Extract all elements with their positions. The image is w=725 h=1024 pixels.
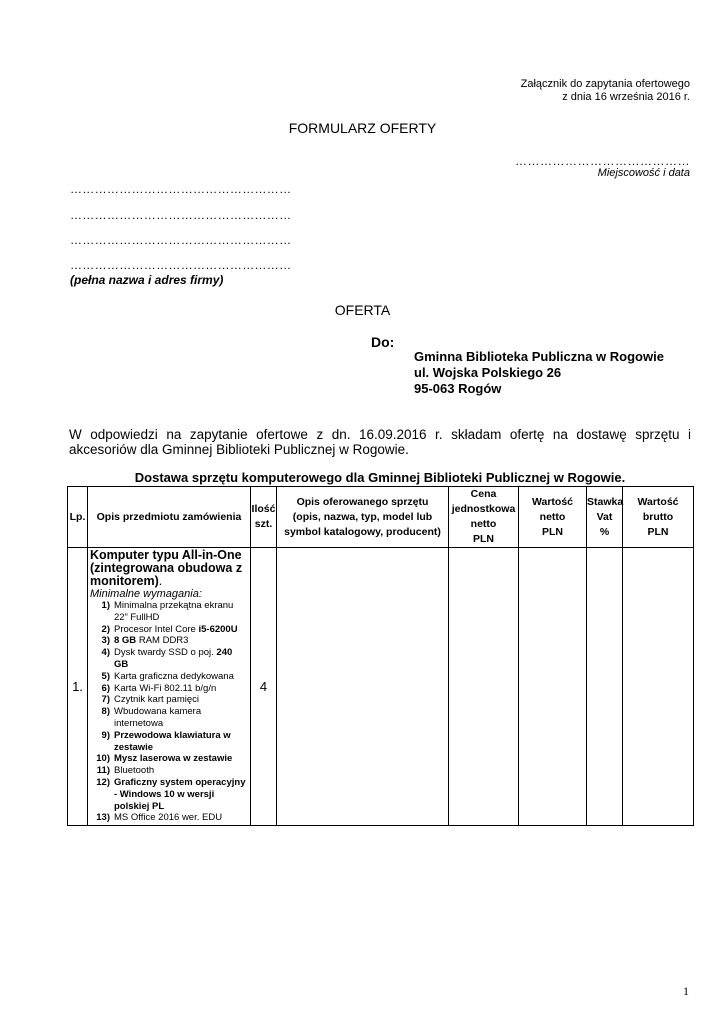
row-unit-price-cell[interactable] [449,548,519,826]
offer-heading: OFERTA [334,302,391,318]
intro-line-2: akcesoriów dla Gminnej Biblioteki Publicznej w Rogowie. [69,442,409,457]
table-row [68,548,694,826]
row-quantity: 4 [251,548,277,826]
list-item: 1) Minimalna przekątna ekranu 22” FullHD [101,600,234,623]
header-vat-rate: Stawka Vat % [587,487,623,548]
row-vat-rate-cell[interactable] [587,548,623,826]
requirements-label: Minimalne wymagania: [90,588,202,600]
recipient-street: ul. Wojska Polskiego 26 [414,365,562,380]
list-item: 8) Wbudowana kamera internetowa [101,706,202,729]
firm-label: (pełna nazwa i adres firmy) [70,273,224,287]
place-date-label: Miejscowość i data [597,167,690,179]
header-quantity: Ilość szt. [251,487,277,548]
recipient-to-label: Do: [371,334,395,350]
attachment-line-2: z dnia 16 września 2016 r. [562,91,690,103]
recipient-city: 95-063 Rogów [414,381,502,396]
attachment-line-1: Załącznik do zapytania ofertowego [520,78,690,90]
firm-line-2[interactable]: ……………………………………………… [70,208,292,222]
header-description: Opis przedmiotu zamówienia [88,487,251,548]
list-item: 9) Przewodowa klawiatura w zestawie [101,729,231,753]
page-number: 1 [683,984,689,998]
header-offered-equipment: Opis oferowanego sprzętu (opis, nazwa, typ, model lub symbol katalogowy, producent) [277,487,449,548]
offer-table [67,486,694,826]
intro-line-1: W odpowiedzi na zapytanie ofertowe z dn. 16.09.2016 r. składam ofertę na dostawę sprzętu i [69,427,691,442]
header-net-value: Wartość netto PLN [519,487,587,548]
list-item: 4) Dysk twardy SSD o poj. 240 GB [101,647,233,670]
requirements-list [88,600,250,825]
recipient-name: Gminna Biblioteka Publiczna w Rogowie [414,349,664,364]
list-item: 11) Bluetooth [96,765,155,777]
list-item: 12) Graficzny system operacyjny - Windows 10 w wersji polskiej PL [96,776,246,812]
row-net-value-cell[interactable] [519,548,587,826]
row-description [88,548,251,826]
list-item: 10) Mysz laserowa w zestawie [96,753,233,765]
place-date-field[interactable]: …………………………………… [515,154,690,168]
attachment-note [521,78,690,104]
list-item: 6) Karta Wi-Fi 802.11 b/g/n [101,682,217,694]
item-title: Komputer typu All-in-One (zintegrowana obudowa z monitorem). [90,548,243,588]
form-title: FORMULARZ OFERTY [288,120,437,136]
firm-line-1[interactable]: ……………………………………………… [70,182,292,196]
header-unit-price: Cena jednostkowa netto PLN [449,487,519,548]
row-offered-equipment-cell[interactable] [277,548,449,826]
header-lp: Lp. [68,487,88,548]
row-lp: 1. [68,548,88,826]
list-item: 3) 8 GB RAM DDR3 [101,635,189,647]
list-item: 5) Karta graficzna dedykowana [101,670,234,682]
header-gross-value: Wartość brutto PLN [623,487,694,548]
list-item: 2) Procesor Intel Core i5-6200U [101,623,238,635]
firm-line-3[interactable]: ……………………………………………… [70,233,292,247]
list-item: 7) Czytnik kart pamięci [101,694,199,706]
list-item: 13) MS Office 2016 wer. EDU [96,812,223,824]
row-gross-value-cell[interactable] [623,548,694,826]
table-header-row [68,487,694,548]
firm-line-4[interactable]: ……………………………………………… [70,258,292,272]
table-title: Dostawa sprzętu komputerowego dla Gminnej Biblioteki Publicznej w Rogowie. [134,470,626,485]
intro-paragraph [69,427,691,457]
